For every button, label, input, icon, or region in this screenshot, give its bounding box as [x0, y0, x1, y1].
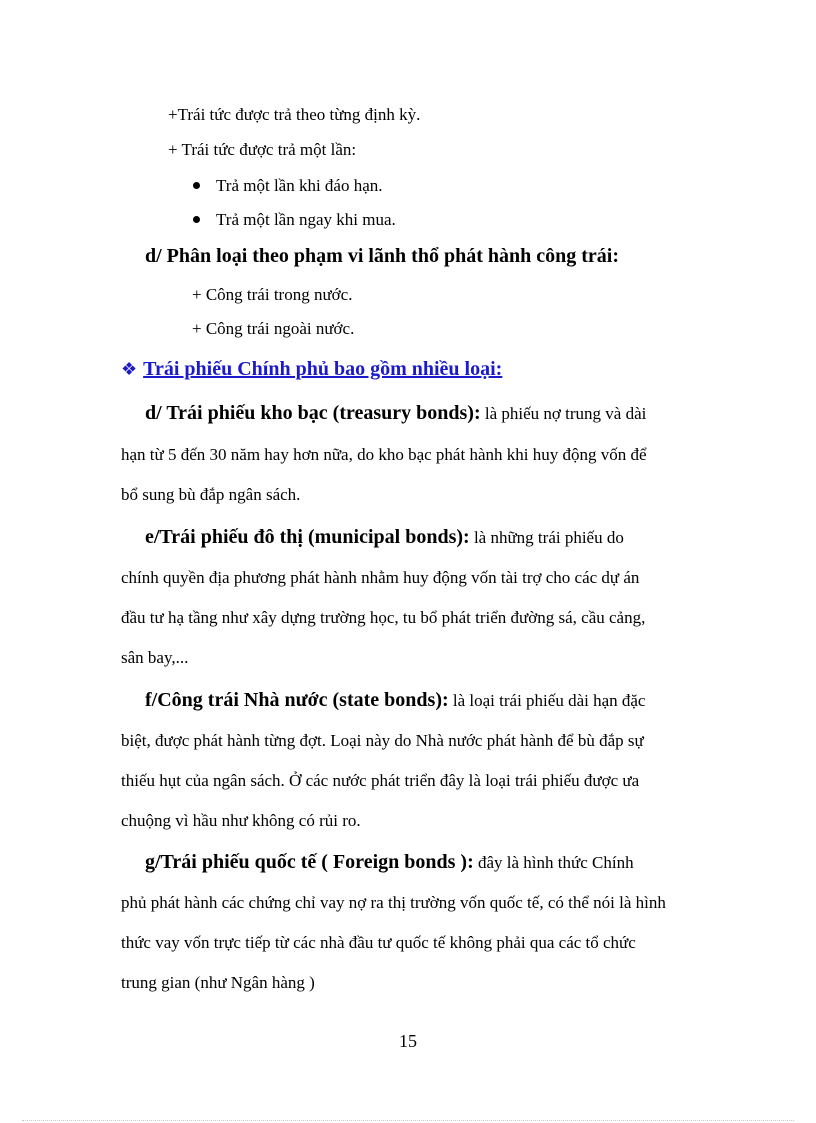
- diamond-bullet-icon: ❖: [121, 359, 138, 379]
- bullet-item: Trả một lần ngay khi mua.: [216, 210, 396, 229]
- intro-item: + Trái tức được trả một lần:: [168, 140, 357, 159]
- treasury-bonds-term: d/ Trái phiếu kho bạc (treasury bonds):: [145, 402, 481, 424]
- page-number: 15: [399, 1031, 417, 1051]
- paragraph-line: phủ phát hành các chứng chỉ vay nợ ra thị trường vốn quốc tế, có thể nói là hình: [121, 893, 666, 912]
- intro-item: +Trái tức được trả theo từng định kỳ.: [168, 105, 421, 124]
- state-bonds-term: f/Công trái Nhà nước (state bonds):: [145, 689, 449, 711]
- paragraph-line: chính quyền địa phương phát hành nhằm huy động vốn tài trợ cho các dự án: [121, 568, 640, 587]
- section-d-item: + Công trái trong nước.: [192, 285, 353, 304]
- paragraph-line: thiếu hụt của ngân sách. Ở các nước phát triển đây là loại trái phiếu được ưa: [121, 771, 640, 790]
- bullet-icon: [193, 216, 200, 223]
- state-bonds-paragraph-first-line: [145, 689, 645, 712]
- section-d-heading: d/ Phân loại theo phạm vi lãnh thổ phát hành công trái:: [145, 245, 619, 267]
- paragraph-line: hạn từ 5 đến 30 năm hay hơn nữa, do kho bạc phát hành khi huy động vốn để: [121, 445, 647, 464]
- foreign-bonds-term: g/Trái phiếu quốc tế ( Foreign bonds ):: [145, 851, 474, 873]
- municipal-bonds-paragraph-first-line: [145, 526, 624, 549]
- paragraph-line: chuộng vì hầu như không có rủi ro.: [121, 811, 361, 830]
- treasury-bonds-paragraph-first-line: [145, 402, 646, 425]
- paragraph-line: sân bay,...: [121, 648, 189, 667]
- paragraph-line: bổ sung bù đắp ngân sách.: [121, 485, 301, 504]
- section-d-item: + Công trái ngoài nước.: [192, 319, 355, 338]
- municipal-bonds-term: e/Trái phiếu đô thị (municipal bonds):: [145, 526, 470, 548]
- government-bonds-heading[interactable]: [121, 358, 502, 381]
- foreign-bonds-text: đây là hình thức Chính: [473, 853, 634, 872]
- treasury-bonds-text: là phiếu nợ trung và dài: [480, 404, 647, 423]
- paragraph-line: trung gian (như Ngân hàng ): [121, 973, 315, 992]
- foreign-bonds-paragraph-first-line: [145, 851, 634, 874]
- state-bonds-text: là loại trái phiếu dài hạn đặc: [448, 691, 646, 710]
- page-bottom-divider: [22, 1120, 794, 1121]
- bullet-icon: [193, 182, 200, 189]
- paragraph-line: đầu tư hạ tầng như xây dựng trường học, tu bổ phát triển đường sá, cầu cảng,: [121, 608, 646, 627]
- bullet-item: Trả một lần khi đáo hạn.: [216, 176, 383, 195]
- paragraph-line: thức vay vốn trực tiếp từ các nhà đầu tư quốc tế không phải qua các tổ chức: [121, 933, 636, 952]
- paragraph-line: biệt, được phát hành từng đợt. Loại này do Nhà nước phát hành để bù đắp sự: [121, 731, 644, 750]
- government-bonds-link[interactable]: Trái phiếu Chính phủ bao gồm nhiều loại:: [143, 358, 503, 380]
- municipal-bonds-text: là những trái phiếu do: [469, 528, 624, 547]
